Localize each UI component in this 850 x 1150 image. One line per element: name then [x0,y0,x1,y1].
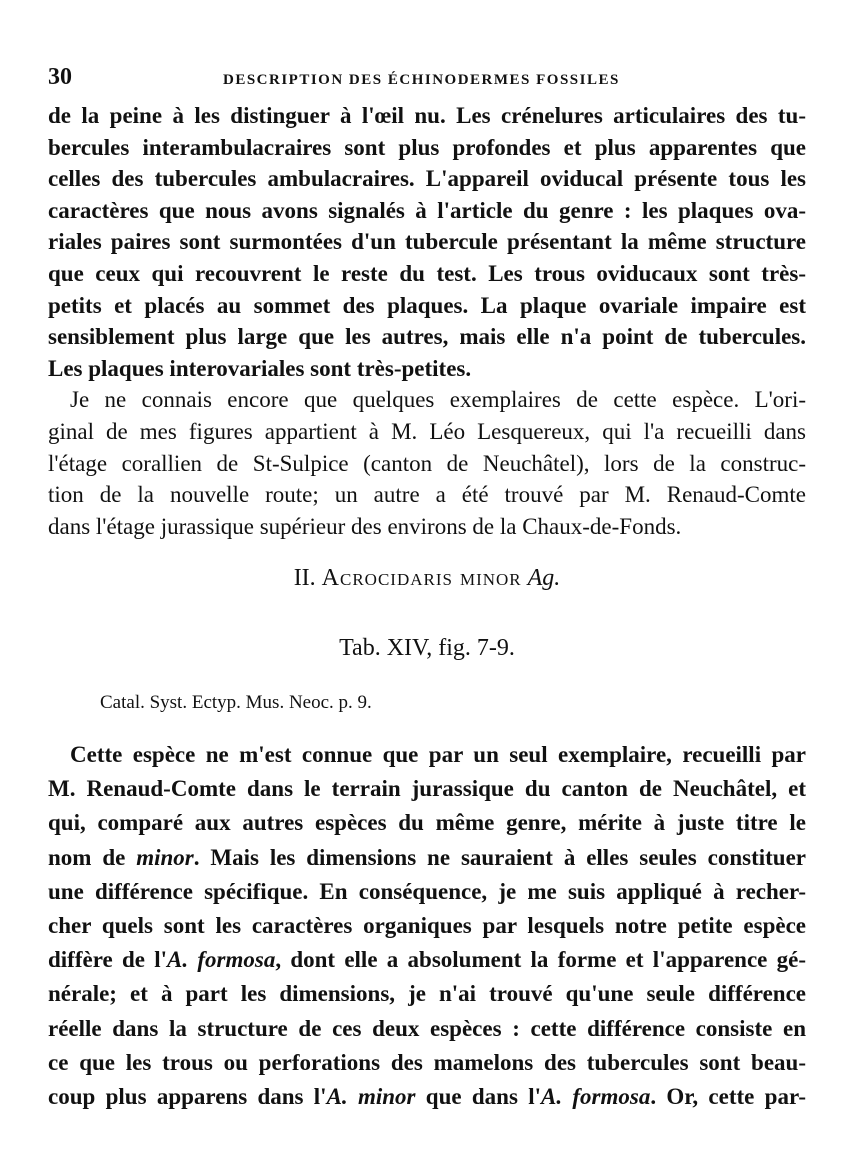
page-number: 30 [48,64,72,90]
text-run: nom de [48,844,137,870]
text-line: tion de la nouvelle route; un autre a été trouvé par M. Renaud-Comte [48,482,806,508]
species-name: Acrocidaris minor [321,565,522,591]
text-run: une différence spécifique. En conséquence, je me suis appliqué à recher- [48,878,806,904]
text-line [48,1046,806,1080]
text-line [48,1080,806,1114]
text-line [48,977,806,1011]
text-line: Je ne connais encore que quelques exemplaires de cette espèce. L'ori- [70,387,806,413]
text-line: que ceux qui recouvrent le reste du test. Les trous oviducaux sont très- [48,260,806,286]
italic-term: A. formosa [541,1084,651,1110]
text-line: l'étage corallien de St-Sulpice (canton de Neuchâtel), lors de la construc- [48,450,806,476]
citation: Catal. Syst. Ectyp. Mus. Neoc. p. 9. [100,692,372,713]
section-heading [48,565,806,592]
text-line: caractères que nous avons signalés à l'article du genre : les plaques ova- [48,197,806,223]
text-run: . Mais les dimensions ne sauraient à elles seules constituer [193,844,806,870]
plate-reference: Tab. XIV, fig. 7-9. [339,635,515,661]
species-author: Ag. [527,565,561,591]
text-line [48,841,806,875]
text-run: , dont elle a absolument la forme et l'apparence gé- [275,947,807,973]
text-line [48,806,806,840]
text-line [48,909,806,943]
text-run: M. Renaud-Comte dans le terrain jurassique du canton de Neuchâtel, et [48,776,806,802]
page-header [48,64,808,94]
text-run: qui, comparé aux autres espèces du même genre, mérite à juste titre le [48,810,806,836]
italic-term: A. formosa [167,947,276,973]
text-line: bercules interambulacraires sont plus profondes et plus apparentes que [48,134,806,160]
text-line: dans l'étage jurassique supérieur des environs de la Chaux-de-Fonds. [48,513,682,539]
text-run: réelle dans la structure de ces deux espèces : cette différence consiste en [48,1015,806,1041]
running-head: DESCRIPTION DES ÉCHINODERMES FOSSILES [223,72,620,88]
text-line: ginal de mes figures appartient à M. Léo Lesquereux, qui l'a recueilli dans [48,418,806,444]
text-line [48,1012,806,1046]
paragraph-3 [48,738,806,1114]
italic-term: minor [136,844,194,870]
paragraph-2 [48,384,806,542]
text-run: que dans l' [415,1084,541,1110]
text-line [48,772,806,806]
text-run: coup plus apparens dans l' [48,1084,327,1110]
text-run: diffère de l' [48,947,168,973]
text-line: sensiblement plus large que les autres, mais elle n'a point de tubercules. [48,324,806,350]
paragraph-1 [48,100,806,384]
text-line [48,738,806,772]
italic-term: A. minor [326,1084,416,1110]
text-run: . Or, cette par- [650,1084,806,1110]
text-line: Les plaques interovariales sont très-petites. [48,355,472,381]
text-run: ce que les trous ou perforations des mamelons des tubercules sont beau- [48,1049,806,1075]
body-text-top [48,100,806,542]
text-line [48,875,806,909]
text-line: petits et placés au sommet des plaques. La plaque ovariale impaire est [48,292,806,318]
text-line: celles des tubercules ambulacraires. L'appareil oviducal présente tous les [48,166,806,192]
text-run: Cette espèce ne m'est connue que par un seul exemplaire, recueilli par [70,742,806,767]
text-line: riales paires sont surmontées d'un tubercule présentant la même structure [48,229,806,255]
section-number: II. [293,565,316,591]
text-run: nérale; et à part les dimensions, je n'ai trouvé qu'une seule différence [48,981,806,1007]
text-run: cher quels sont les caractères organiques par lesquels notre petite espèce [48,913,806,939]
text-line [48,943,806,977]
text-line: de la peine à les distinguer à l'œil nu. Les crénelures articulaires des tu- [48,103,806,128]
